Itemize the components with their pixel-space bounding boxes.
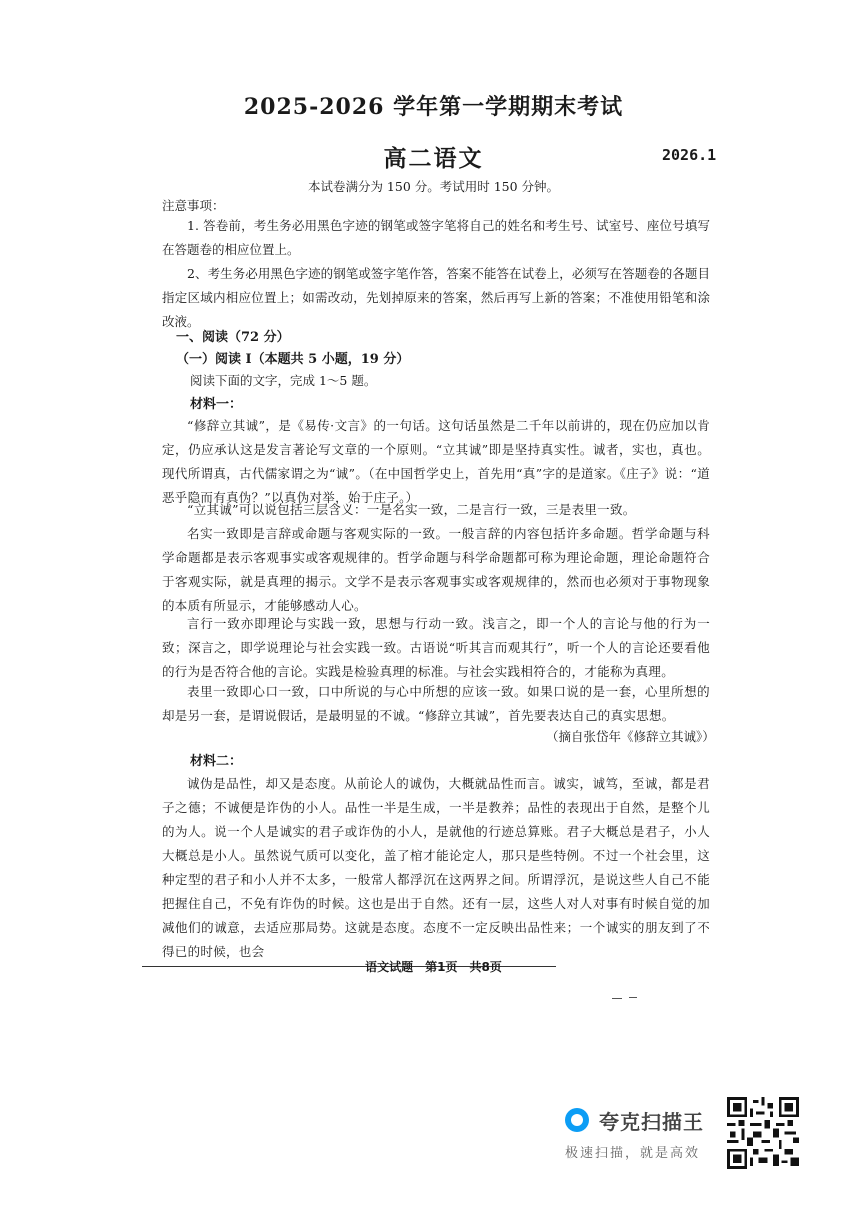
score-line: 本试卷满分为 150 分。考试用时 150 分钟。 [307,179,560,194]
material1-label: 材料一： [190,397,243,412]
quark-logo-icon [565,1108,589,1132]
material1-paragraph: 表里一致即心口一致，口中所说的与心中所想的应该一致。如果口说的是一套，心里所想的却是另一套，是谓说假话，是最明显的不诚。“修辞立其诚”，首先要表达自己的真实思想。 [162,684,710,723]
section-part1-1: （一）阅读 I（本题共 5 小题，19 分） [176,352,410,367]
scan-mark [629,997,637,998]
reading-instruction: 阅读下面的文字，完成 1～5 题。 [190,373,377,388]
material2-paragraph: 诚伪是品性，却又是态度。从前论人的诚伪，大概就品性而言。诚实，诚笃，至诚，都是君子之德；不诚便是诈伪的小人。品性一半是生成，一半是教养；品性的表现出于自然，是整个儿的为人。说一个人是诚实的君子或诈伪的小人，是就他的行迹总算账。君子大概总是君子，小人大概总是小人。虽然说气质可以变化，盖了棺才能论定人，那只是些特例。不过一个社会里，这种定型的君子和小人并不太多，一般常人都浮沉在这两界之间。所谓浮沉，是说这些人自己不能把握住自己，不免有诈伪的时候。这也是出于自然。还有一层，这些人对人对事有时候自觉的加减他们的诚意，去适应那局势。这就是态度。态度不一定反映出品性来；一个诚实的朋友到了不得已的时候，也会 [162,776,710,959]
watermark-slogan: 极速扫描，就是高效 [565,1146,701,1161]
material1-paragraph: 言行一致亦即理论与实践一致，思想与行动一致。浅言之，即一个人的言论与他的行为一致；深言之，即学说理论与社会实践一致。古语说“听其言而观其行”，听一个人的言论还要看他的行为是否符合他的言论。实践是检验真理的标准。与社会实践相符合的，才能称为真理。 [162,616,710,679]
notice-item-1: 1. 答卷前，考生务必用黑色字迹的钢笔或签字笔将自己的姓名和考生号、试室号、座位号填写在答题卷的相应位置上。 [162,218,710,257]
watermark-app-name: 夸克扫描王 [599,1110,704,1134]
exam-title: 2025-2026 学年第一学期期末考试 [243,94,624,120]
scan-mark [612,998,622,999]
notice-item-2: 2、考生务必用黑色字迹的钢笔或签字笔作答，答案不能答在试卷上，必须写在答题卷的各题目指定区域内相应位置上；如需改动，先划掉原来的答案，然后再写上新的答案；不准使用铅笔和涂改液。 [162,266,710,329]
page-footer: 语文试题 第1页 共8页 [365,960,502,974]
material1-paragraph: “立其诚”可以说包括三层含义：一是名实一致，二是言行一致，三是表里一致。 [187,502,636,517]
scanner-watermark [565,1106,725,1166]
material1-paragraph: 名实一致即是言辞或命题与客观实际的一致。一般言辞的内容包括许多命题。哲学命题与科学命题都是表示客观事实或客观规律的。哲学命题与科学命题都可称为理论命题，理论命题符合于客观实际，就是真理的揭示。文学不是表示客观事实或客观规律的，然而也必须对于事物现象的本质有所显示，才能够感动人心。 [162,526,710,613]
material1-paragraph: “修辞立其诚”，是《易传·文言》的一句话。这句话虽然是二千年以前讲的，现在仍应加以肯定，仍应承认这是发言著论写文章的一个原则。“立其诚”即是坚持真实性。诚者，实也，真也。现代所谓真，古代儒家谓之为“诚”。（在中国哲学史上，首先用“真”字的是道家。《庄子》说：“道恶乎隐而有真伪？”以真伪对举，始于庄子。） [162,418,710,505]
qr-code-icon [727,1097,799,1169]
notice-heading: 注意事项： [162,198,225,213]
material1-source: （摘自张岱年《修辞立其诚》） [546,729,715,744]
material2-label: 材料二： [190,754,243,769]
section-part1: 一、阅读（72 分） [176,330,290,345]
exam-date: 2026.1 [662,146,717,164]
subject-title: 高二语文 [383,145,484,172]
